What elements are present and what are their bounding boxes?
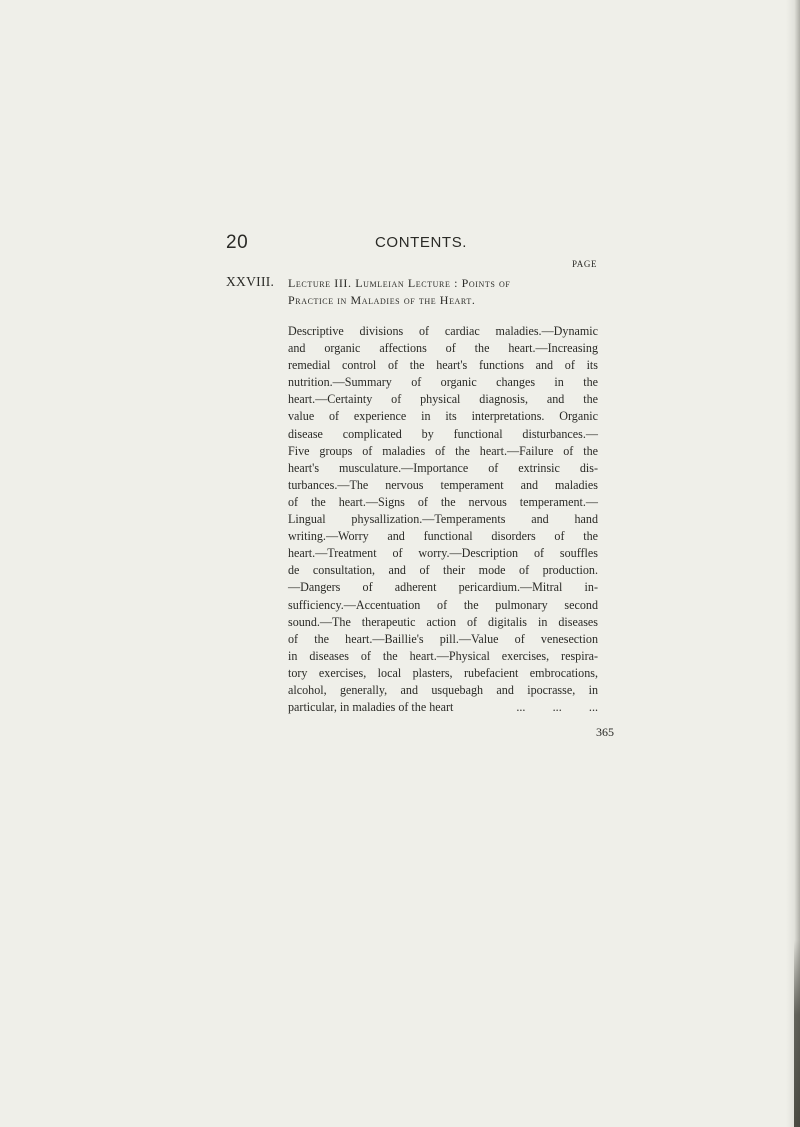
entry-title [288, 275, 608, 309]
dot-leader: ... ... ... [516, 700, 598, 715]
entry-description-line: disease complicated by functional disturbances.— [288, 426, 598, 441]
page-number: 20 [226, 232, 249, 253]
entry-description-line: sufficiency.—Accentuation of the pulmonary second [288, 597, 598, 612]
entry-description-line: value of experience in its interpretations. Organic [288, 409, 598, 424]
page-edge-binding [794, 940, 800, 1127]
entry-description-line: Descriptive divisions of cardiac maladies.—Dynamic [288, 324, 598, 338]
entry-description-line: tory exercises, local plasters, rubefacient embrocations, [288, 665, 598, 680]
entry-description-line: heart.—Treatment of worry.—Description of souffles [288, 546, 598, 561]
entry-description-last-line [288, 699, 598, 716]
entry-description-line: writing.—Worry and functional disorders of the [288, 529, 598, 544]
entry-description-line: Five groups of maladies of the heart.—Failure of the [288, 443, 598, 458]
entry-page-reference: 365 [596, 725, 614, 739]
entry-description-line: sound.—The therapeutic action of digitalis in diseases [288, 614, 598, 629]
entry-description-line: of the heart.—Signs of the nervous temperament.— [288, 494, 598, 509]
entry-description-line: heart.—Certainty of physical diagnosis, and the [288, 392, 598, 407]
entry-description [288, 323, 598, 716]
page-column-label: PAGE [572, 259, 598, 269]
entry-number: XXVIII. [226, 274, 275, 289]
entry-description-line: alcohol, generally, and usquebagh and ipocrasse, in [288, 682, 598, 697]
entry-description-line: particular, in maladies of the heart [288, 700, 454, 715]
entry-description-line: Lingual physallization.—Temperaments and hand [288, 512, 598, 527]
entry-title-line-2: Practice in Maladies of the Heart. [288, 293, 476, 307]
entry-description-line: heart's musculature.—Importance of extrinsic dis- [288, 460, 598, 475]
running-head: CONTENTS. [375, 234, 468, 251]
entry-description-line: remedial control of the heart's functions and of its [288, 358, 598, 373]
page-header [0, 232, 800, 256]
entry-description-line: nutrition.—Summary of organic changes in the [288, 375, 598, 390]
entry-description-line: —Dangers of adherent pericardium.—Mitral in- [288, 580, 598, 595]
entry-description-line: turbances.—The nervous temperament and maladies [288, 477, 598, 492]
entry-description-line: in diseases of the heart.—Physical exercises, respira- [288, 648, 598, 663]
entry-description-line: and organic affections of the heart.—Increasing [288, 341, 598, 356]
entry-description-line: of the heart.—Baillie's pill.—Value of venesection [288, 631, 598, 646]
entry-title-line-1: Lecture III. Lumleian Lecture : Points of [288, 276, 511, 290]
entry-description-line: de consultation, and of their mode of production. [288, 563, 598, 578]
